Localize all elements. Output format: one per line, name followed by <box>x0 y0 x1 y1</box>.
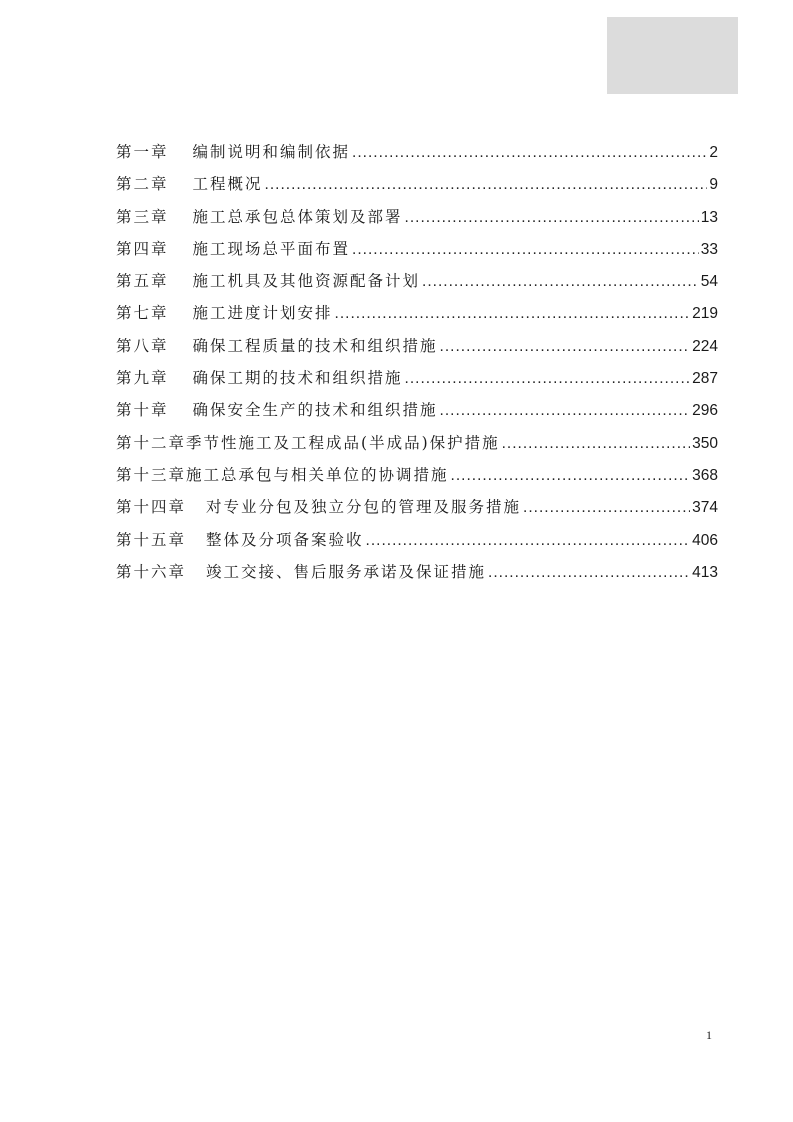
toc-leader <box>422 266 699 298</box>
toc-title: 编制说明和编制依据 <box>192 143 351 161</box>
toc-leader <box>405 363 691 395</box>
toc-leader <box>502 428 691 460</box>
toc-entry-6[interactable] <box>116 297 718 329</box>
toc-title: 施工现场总平面布置 <box>192 239 351 258</box>
toc-chapter: 第四章 <box>116 239 169 258</box>
toc-page: 219 <box>692 305 718 323</box>
toc-title: 确保工期的技术和组织措施 <box>192 369 403 388</box>
toc-title: 确保安全生产的技术和组织措施 <box>192 401 438 420</box>
toc-title: 施工机具及其他资源配备计划 <box>192 272 421 291</box>
toc-leader <box>405 202 699 234</box>
toc-page: 406 <box>692 531 718 549</box>
toc-chapter: 第九章 <box>116 369 169 388</box>
header-placeholder-box <box>607 17 738 94</box>
toc-chapter: 第二章 <box>116 175 169 194</box>
toc-leader <box>265 169 708 201</box>
toc-chapter: 第十六章 <box>116 562 187 581</box>
toc-entry-11[interactable] <box>116 459 718 491</box>
toc-title: 竣工交接、售后服务承诺及保证措施 <box>206 562 487 581</box>
toc-entry-14[interactable] <box>116 556 718 588</box>
toc-page: 350 <box>692 434 718 452</box>
toc-page: 9 <box>709 176 718 194</box>
toc-leader <box>366 525 691 557</box>
toc-title: 工程概况 <box>192 175 263 194</box>
toc-page: 13 <box>700 208 718 226</box>
toc-entry-12[interactable] <box>116 491 718 523</box>
toc-title: 对专业分包及独立分包的管理及服务措施 <box>206 498 522 517</box>
toc-page: 33 <box>700 240 718 258</box>
toc-entry-7[interactable] <box>116 330 718 362</box>
toc-title: 施工总承包总体策划及部署 <box>192 207 403 226</box>
toc-chapter: 第五章 <box>116 272 169 291</box>
toc-chapter: 第八章 <box>116 336 169 355</box>
toc-leader <box>352 234 699 266</box>
toc-page: 287 <box>692 370 718 388</box>
table-of-contents <box>116 136 718 588</box>
toc-entry-4[interactable] <box>116 233 718 265</box>
toc-entry-5[interactable] <box>116 265 718 297</box>
toc-title: 施工进度计划安排 <box>192 304 333 323</box>
toc-chapter: 第十四章 <box>116 498 187 517</box>
toc-entry-10[interactable] <box>116 427 718 459</box>
toc-page: 54 <box>700 273 718 291</box>
toc-chapter: 第七章 <box>116 304 169 323</box>
toc-entry-1[interactable] <box>116 136 718 168</box>
toc-page: 2 <box>709 144 718 161</box>
toc-page: 413 <box>692 563 718 581</box>
toc-chapter: 第十三章 <box>116 465 187 484</box>
toc-leader <box>440 395 691 427</box>
toc-title: 季节性施工及工程成品(半成品)保护措施 <box>186 433 500 452</box>
toc-entry-9[interactable] <box>116 394 718 426</box>
toc-title: 整体及分项备案验收 <box>206 530 364 549</box>
toc-entry-2[interactable] <box>116 168 718 200</box>
toc-page: 296 <box>692 402 718 420</box>
toc-leader <box>440 331 691 363</box>
toc-entry-13[interactable] <box>116 524 718 556</box>
toc-leader <box>335 298 691 330</box>
toc-page: 368 <box>692 466 718 484</box>
toc-entry-3[interactable] <box>116 201 718 233</box>
toc-chapter: 第十章 <box>116 401 169 420</box>
toc-title: 施工总承包与相关单位的协调措施 <box>186 465 449 484</box>
page-number: 1 <box>706 1028 712 1042</box>
toc-page: 224 <box>692 337 718 355</box>
toc-title: 确保工程质量的技术和组织措施 <box>192 336 438 355</box>
toc-chapter: 第一章 <box>116 143 169 161</box>
toc-leader <box>488 557 690 589</box>
toc-leader <box>451 460 691 492</box>
toc-chapter: 第三章 <box>116 207 169 226</box>
toc-entry-8[interactable] <box>116 362 718 394</box>
toc-page: 374 <box>692 499 718 517</box>
toc-chapter: 第十二章 <box>116 433 187 452</box>
toc-leader <box>523 492 690 524</box>
toc-chapter: 第十五章 <box>116 530 187 549</box>
toc-leader <box>352 137 707 169</box>
